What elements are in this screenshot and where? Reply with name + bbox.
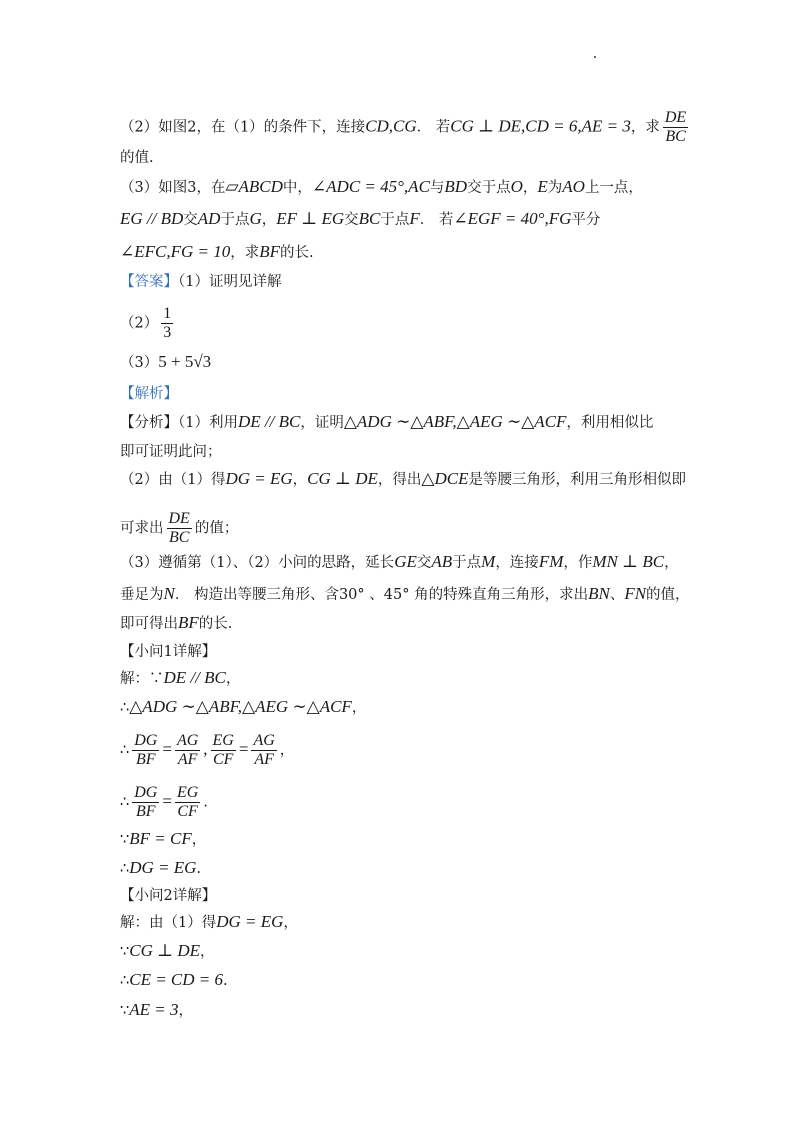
equals: =: [162, 739, 172, 759]
denominator: BC: [168, 529, 190, 546]
math: M: [481, 552, 496, 571]
math: EG // BD: [120, 209, 184, 228]
problem-part-3-line3: [120, 242, 314, 263]
text: ，作: [563, 555, 593, 571]
math: FM: [538, 552, 564, 571]
text: （1）利用: [178, 415, 238, 431]
q1-step1: [120, 668, 240, 689]
corner-dot: [594, 56, 596, 58]
math: AB: [431, 552, 453, 571]
text: 可求出: [120, 520, 164, 537]
math: BC: [358, 209, 381, 228]
math: BF: [259, 242, 281, 261]
math: BN: [588, 584, 610, 603]
text: ∵: [120, 944, 130, 960]
text: ，: [200, 944, 215, 960]
math: △ADG ∼△ABF,△AEG ∼△ACF: [343, 412, 567, 431]
q2-step2: [120, 941, 215, 962]
q2-step1: [120, 912, 298, 933]
text: 平分: [571, 212, 601, 228]
analysis-line6: [120, 584, 690, 605]
text: ，: [664, 555, 679, 571]
q2-step3: [120, 970, 228, 991]
math: ∠EGF = 40°,FG: [453, 209, 572, 228]
math: ∠ADC = 45°,AC: [311, 177, 430, 196]
text: ，: [261, 212, 277, 228]
text: ． 若: [419, 212, 454, 228]
text: ∴: [120, 794, 130, 811]
comma: ,: [203, 739, 208, 759]
text: 为: [547, 180, 563, 196]
equals: =: [238, 739, 249, 759]
answer-line2: [120, 305, 176, 342]
text: .: [196, 861, 202, 877]
text: 解：由（1）得: [120, 915, 217, 931]
text: 的值，: [646, 587, 690, 603]
numerator: DE: [664, 109, 687, 126]
math: E: [537, 177, 548, 196]
q1-step6: [120, 858, 201, 879]
math: DE // BC: [163, 668, 226, 687]
text: ． 构造出等腰三角形、含30° 、45° 角的特殊直角三角形，求出: [174, 587, 589, 603]
text: ∴: [120, 861, 130, 877]
problem-part-2-end: 的值.: [120, 150, 154, 166]
math: ∠EFC,FG = 10: [120, 242, 231, 261]
text: ，利用相似比: [566, 415, 654, 431]
math: CE = CD = 6: [129, 970, 224, 989]
text: ∴: [120, 700, 130, 716]
analysis-line7: [120, 613, 232, 634]
math: DG = EG: [225, 469, 293, 488]
text: ，: [351, 700, 367, 716]
q1-step2: [120, 697, 366, 718]
equals: =: [162, 791, 172, 811]
fraction: [663, 109, 688, 146]
math: AO: [562, 177, 585, 196]
math: △ADG ∼△ABF,△AEG ∼△ACF: [129, 697, 352, 716]
text: （3）遵循第（1）、（2）小问的思路，延长: [120, 555, 395, 571]
text: 于点: [452, 555, 482, 571]
numerator: AG: [176, 732, 199, 749]
text: ． 若: [416, 119, 451, 136]
denominator: BC: [665, 128, 686, 145]
math: BF = CF: [129, 829, 192, 848]
numerator: EG: [212, 732, 234, 749]
math: MN ⊥ BC: [592, 552, 665, 571]
q1-step4: [120, 784, 208, 821]
problem-part-3-line1: [120, 177, 643, 198]
analysis-line4: [120, 510, 238, 547]
fraction: [132, 732, 159, 769]
fraction: [211, 732, 236, 769]
math: ▱ABCD: [225, 177, 283, 196]
math: N: [163, 584, 175, 603]
math: O: [510, 177, 523, 196]
problem-part-2: [120, 109, 691, 146]
numerator: DE: [168, 510, 190, 527]
math: BF: [178, 613, 199, 632]
q1-step3: [120, 732, 294, 769]
answer-tag: 【答案】: [120, 274, 178, 290]
numerator: EG: [176, 784, 199, 801]
math: F: [409, 209, 420, 228]
numerator: AG: [253, 732, 275, 749]
fraction: [175, 784, 200, 821]
answer-1: （1）证明见详解: [178, 274, 282, 290]
text: 中，: [282, 180, 312, 196]
text: 、: [609, 587, 625, 603]
text: 交: [344, 212, 359, 228]
text: ∵: [120, 1003, 130, 1019]
text: ，: [292, 472, 308, 488]
text: ，: [279, 742, 295, 759]
analysis-line5: [120, 552, 679, 573]
answer-3-value: 5 + 5√3: [158, 352, 212, 371]
text: 上一点，: [584, 180, 643, 196]
math: BD: [444, 177, 468, 196]
text: ，求: [230, 245, 260, 261]
text: 即可得出: [120, 616, 178, 632]
analysis-line2: 即可证明此问；: [120, 444, 222, 460]
answer-3-label: （3）: [120, 355, 159, 371]
text: 的值；: [194, 520, 239, 537]
text: （3）如图3，在: [120, 180, 226, 196]
analysis-tag: 【解析】: [120, 386, 178, 402]
text: ，: [522, 180, 538, 196]
text: 的长.: [198, 616, 233, 632]
text: 交: [183, 212, 198, 228]
answer-line3: [120, 352, 211, 373]
denominator: BF: [136, 803, 156, 820]
math: DG = EG: [216, 912, 284, 931]
text: ∵: [120, 832, 130, 848]
text: 垂足为: [120, 587, 164, 603]
numerator: DG: [134, 784, 158, 801]
problem-part-3-line2: [120, 209, 600, 230]
numerator: 1: [163, 305, 172, 322]
text: ，: [283, 915, 298, 931]
fraction: [167, 510, 192, 547]
text: ，连接: [495, 555, 539, 571]
analysis-line3: [120, 469, 686, 490]
denominator: AF: [177, 751, 198, 768]
text: ，得出: [377, 472, 422, 488]
text: （2）由（1）得: [120, 472, 226, 488]
math: DG = EG: [129, 858, 197, 877]
text: 是等腰三角形，利用三角形相似即: [468, 472, 686, 488]
fraction: [132, 784, 159, 821]
q2-tag: 【小问2详解】: [120, 888, 217, 904]
text: 于点: [380, 212, 410, 228]
math: CG ⊥ DE,CD = 6,AE = 3: [450, 116, 631, 136]
denominator: CF: [177, 803, 198, 820]
text: （2）如图2，在（1）的条件下，连接: [120, 119, 366, 136]
math: G: [249, 209, 262, 228]
q1-step5: [120, 829, 206, 850]
text: 交: [416, 555, 432, 571]
text: ，求: [630, 119, 660, 136]
text: ∴: [120, 973, 130, 989]
text: 的长.: [280, 245, 314, 261]
denominator: BF: [136, 751, 156, 768]
text: ，证明: [300, 415, 344, 431]
analysis-line1: [120, 412, 653, 433]
answer-line1: [120, 272, 281, 292]
math: △DCE: [421, 469, 469, 488]
math: EF ⊥ EG: [276, 209, 345, 228]
text: ，: [178, 1003, 193, 1019]
text: .: [223, 973, 228, 989]
answer-2-fraction: [161, 305, 173, 342]
fraction: [175, 732, 200, 769]
math: CG ⊥ DE: [129, 941, 200, 960]
text: ，: [225, 671, 241, 687]
math: GE: [394, 552, 417, 571]
q1-tag: 【小问1详解】: [120, 644, 217, 660]
q2-step4: [120, 1000, 193, 1021]
numerator: DG: [134, 732, 158, 749]
math: DE // BC: [237, 412, 301, 431]
denominator: CF: [212, 751, 234, 768]
text: ∴: [120, 742, 130, 759]
math: AD: [197, 209, 221, 228]
fraction: [251, 732, 276, 769]
denominator: AF: [254, 751, 274, 768]
analysis-subtag: 【分析】: [120, 415, 178, 431]
math: CG ⊥ DE: [307, 469, 378, 488]
text: .: [203, 794, 208, 811]
text: ，: [191, 832, 207, 848]
math: AE = 3: [129, 1000, 179, 1019]
text: 交于点: [467, 180, 511, 196]
denominator: 3: [163, 324, 172, 341]
math: FN: [624, 584, 647, 603]
text: 与: [429, 180, 445, 196]
text: 解：∵: [120, 671, 164, 687]
answer-2-label: （2）: [120, 315, 159, 332]
text: 于点: [220, 212, 250, 228]
math: CD,CG: [365, 116, 417, 136]
